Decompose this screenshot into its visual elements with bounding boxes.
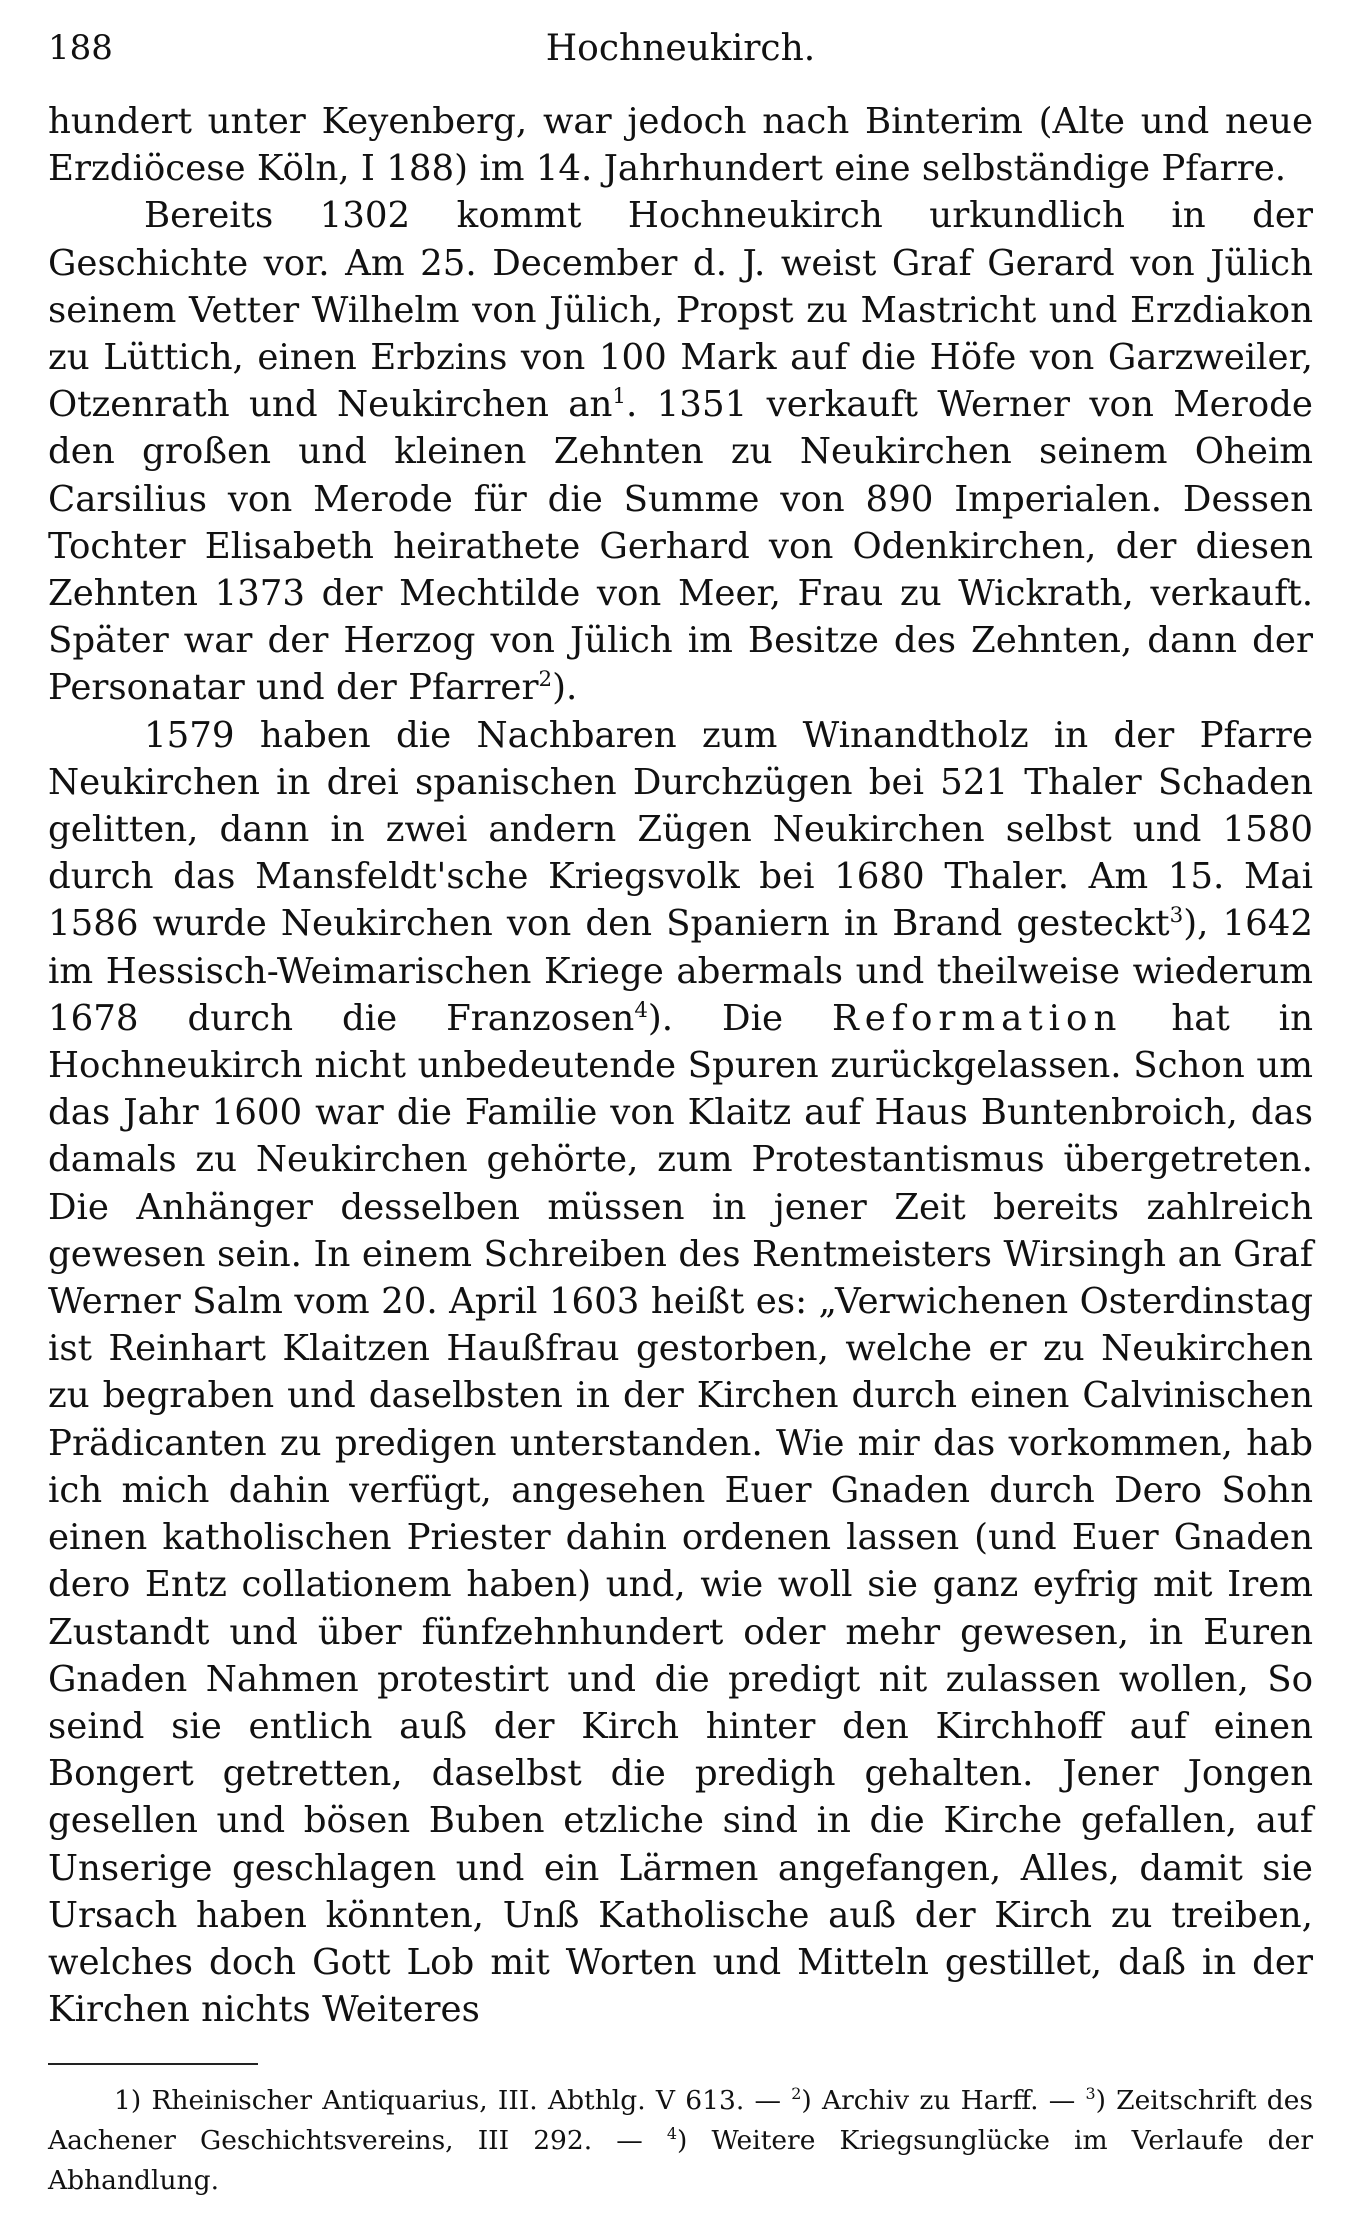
body-text [48, 98, 1313, 2033]
footnote-marker-3: 3 [1085, 2084, 1096, 2104]
footnote-ref-2[interactable]: 2 [538, 667, 553, 693]
spaced-emphasis: Reformation [831, 997, 1123, 1039]
paragraph-text: hat in Hochneukirch nicht unbedeutende Spuren zurückgelassen. Schon um das Jahr 1600 war die Familie von Klaitz auf Haus Buntenbroich, das damals zu Neukirchen gehörte, zum Protestantismus übergetreten. Die Anhänger desselben müssen in jener Zeit bereits zahlreich gewesen sein. In einem Schreiben des Rentmeisters Wirsingh an Graf Werner Salm vom 20. April 1603 heißt es: „Verwichenen Osterdinstag ist Reinhart Klaitzen Haußfrau gestorben, welche er zu Neukirchen zu begraben und daselbsten in der Kirchen durch einen Calvinischen Prädicanten zu predigen unterstanden. Wie mir das vorkommen, hab ich mich dahin verfügt, angesehen Euer Gnaden durch Dero Sohn einen katholischen Priester dahin ordenen lassen (und Euer Gnaden dero Entz collationem haben) und, wie woll sie ganz eyfrig mit Irem Zustandt und über fünfzehnhundert oder mehr gewesen, in Euren Gnaden Nahmen protestirt und die predigt nit zulassen wollen, So seind sie entlich auß der Kirch hinter den Kirchhoff auf einen Bongert getretten, daselbst die predigh gehalten. Jener Jongen gesellen und bösen Buben etzliche sind in die Kirche gefallen, auf Unserige geschlagen und ein Lärmen angefangen, Alles, damit sie Ursach haben könnten, Unß Katholische auß der Kirch zu treiben, welches doch Gott Lob mit Worten und Mitteln gestillet, daß in der Kirchen nichts Weiteres [48, 997, 1313, 2031]
running-head [48, 28, 1313, 88]
paragraph-text: 1579 haben die Nachbaren zum Winandtholz in der Pfarre Neukirchen in drei spanischen Durchzügen bei 521 Thaler Schaden gelitten, dann in zwei andern Zügen Neukirchen selbst und 1580 durch das Mansfeldt'sche Kriegsvolk bei 1680 Thaler. Am 15. Mai 1586 wurde Neukirchen von den Spaniern in Brand gesteckt [48, 714, 1313, 945]
footnote-text-4: ) Weitere Kriegsunglücke im Verlaufe der Abhandlung. [48, 2125, 1313, 2197]
footnote-text-2: ) Archiv zu Harff. — [801, 2085, 1086, 2117]
footnotes [48, 2081, 1313, 2201]
paragraph-continuation [48, 98, 1313, 192]
footnote-marker-1: 1) [114, 2085, 142, 2117]
footnote-ref-1[interactable]: 1 [612, 384, 626, 410]
paragraph-wars-reformation [48, 712, 1313, 2034]
footnote-text-3: ) Zeitschrift des Aachener Geschichtsvereins, III 292. — [48, 2085, 1314, 2157]
footnote-divider [48, 2063, 258, 2065]
paragraph-text: ). [552, 667, 578, 709]
paragraph-text: . 1351 verkauft Werner von Merode den großen und kleinen Zehnten zu Neukirchen seinem Oheim Carsilius von Merode für die Summe von 890 Imperialen. Dessen Tochter Elisabeth heirathete Gerhard von Odenkirchen, der diesen Zehnten 1373 der Mechtilde von Meer, Frau zu Wickrath, verkauft. Später war der Herzog von Jülich im Besitze des Zehnten, dann der Personatar und der Pfarrer [48, 384, 1313, 709]
running-title: Hochneukirch. [545, 28, 816, 69]
footnote-marker-4: 4 [666, 2124, 678, 2144]
paragraph-history [48, 192, 1313, 711]
paragraph-text: ), 1642 im Hessisch-Weimarischen Kriege abermals und theilweise wiederum 1678 durch die Franzosen [48, 903, 1313, 1039]
paragraph-text: hundert unter Keyenberg, war jedoch nach Binterim (Alte und neue Erzdiöcese Köln, I 188) im 14. Jahrhundert eine selbständige Pfarre. [48, 101, 1313, 190]
page-number: 188 [48, 28, 113, 68]
footnote-ref-3[interactable]: 3 [1169, 903, 1184, 929]
footnote-text-1: Rheinischer Antiquarius, III. Abthlg. V 613. — [141, 2085, 792, 2117]
paragraph-text: Bereits 1302 kommt Hochneukirch urkundlich in der Geschichte vor. Am 25. December d. J. weist Graf Gerard von Jülich seinem Vetter Wilhelm von Jülich, Propst zu Mastricht und Erzdiakon zu Lüttich, einen Erbzins von 100 Mark auf die Höfe von Garzweiler, Otzenrath und Neukirchen an [48, 195, 1313, 426]
paragraph-text: ). Die [647, 997, 832, 1039]
footnote-ref-4[interactable]: 4 [634, 998, 648, 1023]
footnote-marker-2: 2 [791, 2084, 802, 2104]
